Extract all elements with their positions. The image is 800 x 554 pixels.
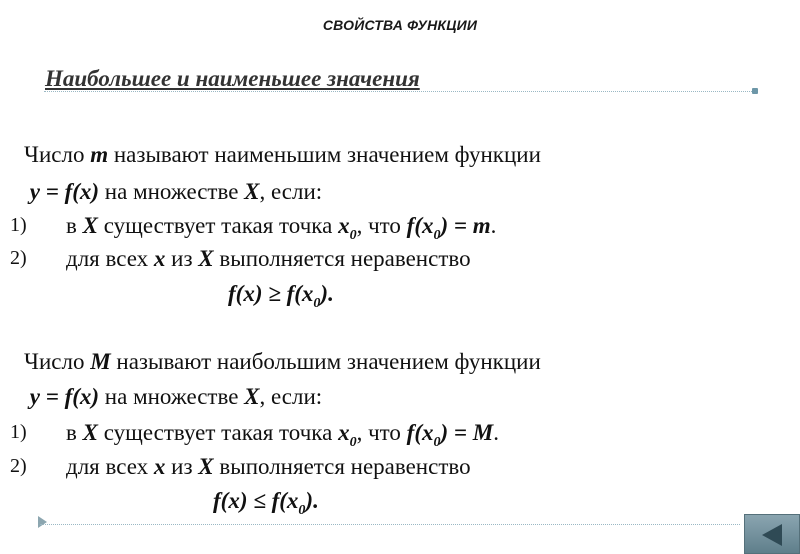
max-item2-number: 2) [10,455,27,477]
max-item1-text: в X существует такая точка $x_0$, что $f(x_0) = M$. [66,420,499,450]
previous-slide-button[interactable] [744,514,800,554]
triangle-left-icon [762,524,782,546]
min-item1-text: в X существует такая точка $x_0$, что $f(x_0) = m$. [66,213,497,243]
min-item2-number: 2) [10,247,27,269]
min-inequality: $f(x) \ge f(x_0)$. [228,281,334,311]
bottom-divider [40,524,740,525]
max-definition-line: Число M называют наибольшим значением функции [24,349,541,374]
min-item1-number: 1) [10,214,27,236]
min-function-line: y = f(x) на множестве X, если: [29,179,323,204]
slide-header: СВОЙСТВА ФУНКЦИИ [322,17,478,33]
min-definition-line: Число m называют наименьшим значением функции [24,142,541,167]
top-divider [44,91,756,92]
max-item2-text: для всех x из X выполняется неравенство [66,454,471,479]
bullet-arrow-icon [38,516,47,528]
slide-subtitle: Наибольшее и наименьшее значения [45,66,420,91]
max-inequality: $f(x) \le f(x_0)$. [213,488,319,518]
max-item1-number: 1) [10,421,27,443]
min-item2-text: для всех x из X выполняется неравенство [66,246,471,271]
max-function-line: y = f(x) на множестве X, если: [29,384,323,409]
